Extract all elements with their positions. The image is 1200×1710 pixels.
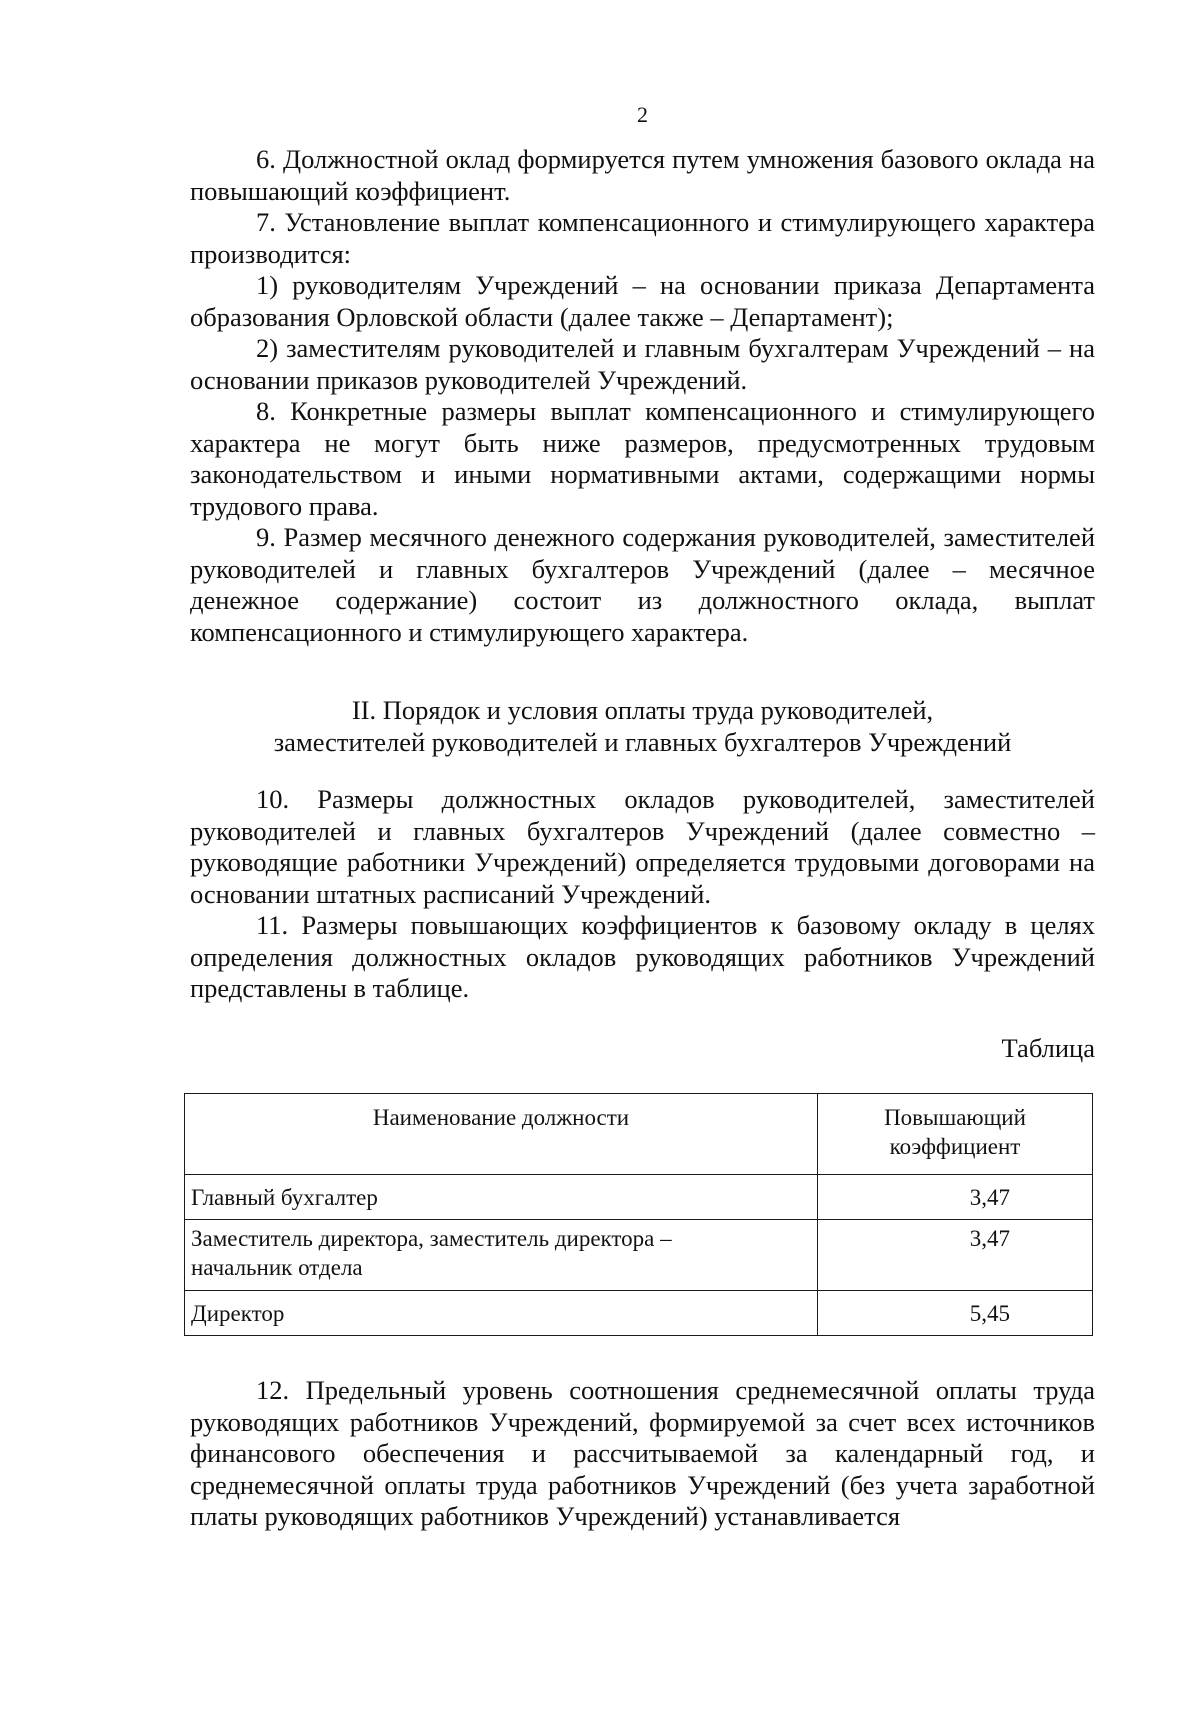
section-heading-line1: II. Порядок и условия оплаты труда руководителей, [351, 695, 934, 725]
table-label: Таблица [1001, 1033, 1095, 1063]
paragraph-9: 9. Размер месячного денежного содержания руководителей, заместителей руководителей и главных бухгалтеров Учреждений (далее – месячное денежное содержание) состоит из должностного оклада, выплат компенсационного и стимулирующего характера. [190, 522, 1095, 647]
paragraph-12: 12. Предельный уровень соотношения среднемесячной оплаты труда руководящих работников Учреждений, формируемой за счет всех источников финансового обеспечения и рассчитываемой за календарный год, и среднемесячной оплаты труда работников Учреждений (без учета заработной платы руководящих работников Учреждений) устанавливается [190, 1375, 1095, 1531]
paragraph-8: 8. Конкретные размеры выплат компенсационного и стимулирующего характера не могут быть ниже размеров, предусмотренных трудовым законодательством и иными нормативными актами, содержащими нормы трудового права. [190, 396, 1095, 521]
header-position: Наименование должности [185, 1094, 818, 1175]
paragraphs-middle [190, 784, 1095, 1005]
table-row [185, 1291, 1093, 1336]
cell-position: Директор [185, 1291, 818, 1336]
paragraph-10: 10. Размеры должностных окладов руководителей, заместителей руководителей и главных бухгалтеров Учреждений (далее совместно – руководящие работники Учреждений) определяется трудовыми договорами на основании штатных расписаний Учреждений. [190, 784, 1095, 909]
paragraph-7: 7. Установление выплат компенсационного и стимулирующего характера производится: [190, 207, 1095, 269]
cell-coefficient: 3,47 [818, 1175, 1093, 1220]
coefficients-table [184, 1093, 1093, 1336]
cell-position: Главный бухгалтер [185, 1175, 818, 1220]
section-heading [190, 694, 1095, 758]
paragraphs-bottom [190, 1375, 1095, 1533]
paragraph-7-1: 1) руководителям Учреждений – на основании приказа Департамента образования Орловской области (далее также – Департамент); [190, 270, 1095, 332]
paragraph-7-2: 2) заместителям руководителей и главным бухгалтерам Учреждений – на основании приказов руководителей Учреждений. [190, 333, 1095, 395]
paragraph-6: 6. Должностной оклад формируется путем умножения базового оклада на повышающий коэффициент. [190, 144, 1095, 206]
paragraph-11: 11. Размеры повышающих коэффициентов к базовому окладу в целях определения должностных окладов руководящих работников Учреждений представлены в таблице. [190, 910, 1095, 1003]
table-header-row [185, 1094, 1093, 1175]
table-row [185, 1175, 1093, 1220]
cell-coefficient: 5,45 [818, 1291, 1093, 1336]
cell-position: Заместитель директора, заместитель директора – начальник отдела [185, 1220, 818, 1291]
paragraphs-top [190, 144, 1095, 648]
page-number: 2 [637, 102, 648, 127]
cell-coefficient: 3,47 [818, 1220, 1093, 1291]
table-row [185, 1220, 1093, 1291]
section-heading-line2: заместителей руководителей и главных бухгалтеров Учреждений [273, 727, 1012, 757]
header-coefficient: Повышающий коэффициент [818, 1094, 1093, 1175]
